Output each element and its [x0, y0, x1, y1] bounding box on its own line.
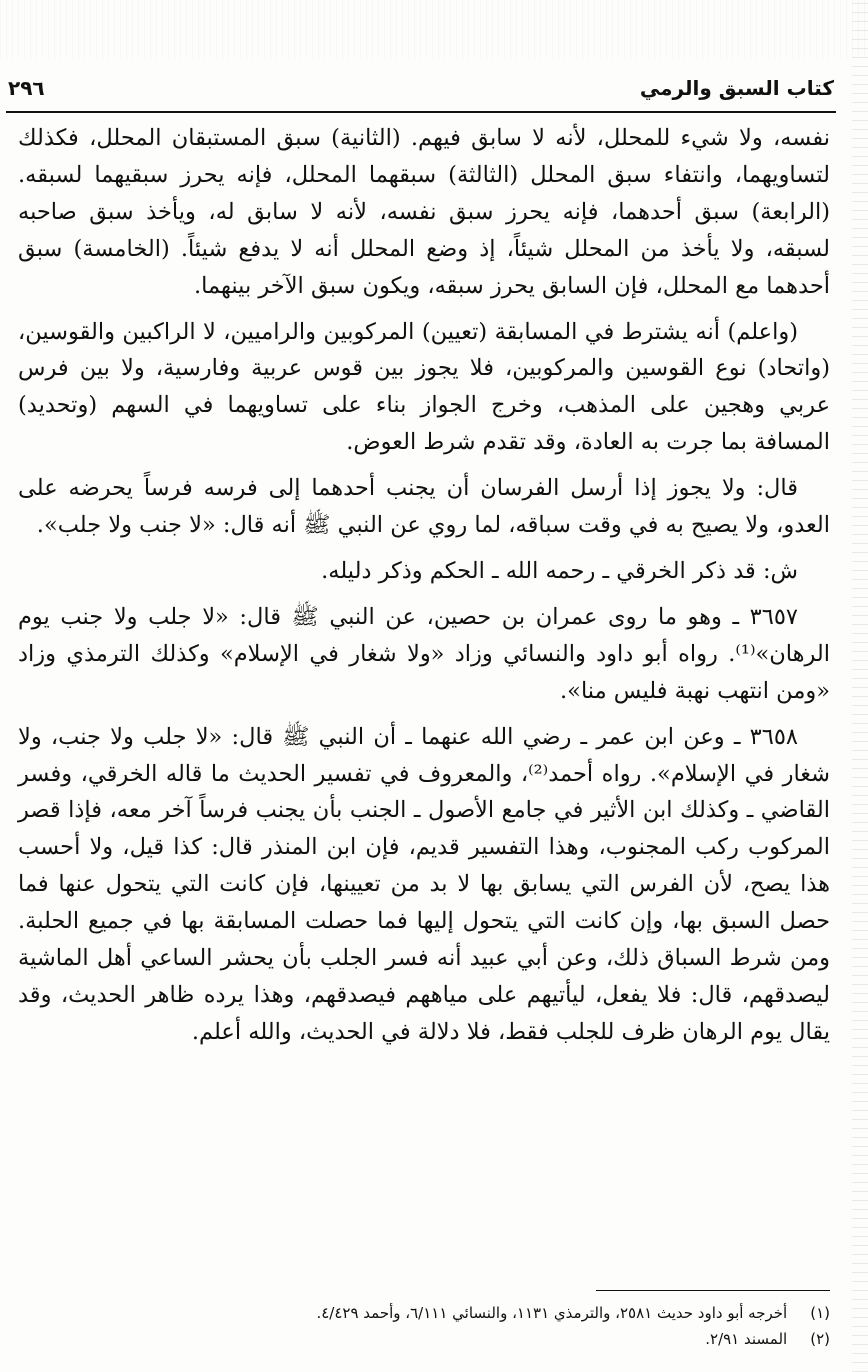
- book-title: كتاب السبق والرمي: [639, 76, 834, 100]
- scan-noise-top: [0, 0, 868, 58]
- footnote-text: أخرجه أبو داود حديث ٢٥٨١، والترمذي ١١٣١، والنسائي ٦/١١١، وأحمد ٤/٤٢٩.: [316, 1304, 788, 1322]
- footnote-1: [90, 1300, 830, 1326]
- footnotes: [90, 1300, 830, 1352]
- scan-noise-right-edge: [852, 0, 868, 1372]
- header-rule: [6, 111, 836, 113]
- paragraph-hadith-3657: ٣٦٥٧ ـ وهو ما روى عمران بن حصين، عن النبي ﷺ قال: «لا جلب ولا جنب يوم الرهان»⁽¹⁾. رواه أبو داود والنسائي وزاد «ولا شغار في الإسلام» وكذلك الترمذي وزاد «ومن انتهب نهبة فليس منا».: [18, 603, 830, 704]
- main-text: [18, 120, 830, 1060]
- page-number: ٢٩٦: [8, 76, 45, 100]
- paragraph-hadith-3658: ٣٦٥٨ ـ وعن ابن عمر ـ رضي الله عنهما ـ أن النبي ﷺ قال: «لا جلب ولا جنب، ولا شغار في الإسلام». رواه أحمد⁽²⁾، والمعروف في تفسير الحديث ما قاله الخرقي، وفسر القاضي ـ وكذلك ابن الأثير في جامع الأصول ـ الجنب بأن يجنب فرساً آخر معه، فإذا قصر المركوب ركب المجنوب، وهذا التفسير قديم، فإن ابن المنذر قال: كذا قيل، ولا أحسب هذا يصح، لأن الفرس التي يسابق بها لا بد من تعيينها، فإن كانت التي يتحول عنها فما حصل السبق بها، وإن كانت التي يتحول إليها فما حصلت المسابقة بها في جميع الحلبة. ومن شرط السباق ذلك، وعن أبي عبيد أنه فسر الجلب بأن يحشر الساعي أهل الماشية ليصدقهم، قال: فلا يفعل، ليأتيهم على مياههم فيصدقهم، وهذا يرده ظاهر الحديث، وقد يقال يوم الرهان ظرف للجلب فقط، فلا دلالة في الحديث، والله أعلم.: [18, 723, 831, 1045]
- paragraph-conditions: (واعلم) أنه يشترط في المسابقة (تعيين) المركوبين والراميين، لا الراكبين والقوسين، (واتحاد) نوع القوسين والمركوبين، فلا يجوز بين قوس عربية وفارسية، ولا بين فرس عربي وهجين على المذهب، وخرج الجواز بناء على تساويهما في السهم (وتحديد) المسافة بما جرت به العادة، وقد تقدم شرط العوض.: [18, 318, 830, 456]
- footnote-rule: [596, 1290, 830, 1291]
- footnote-2: [90, 1326, 830, 1352]
- footnote-text: المسند ٢/٩١.: [705, 1330, 788, 1348]
- footnote-number: (١): [810, 1304, 830, 1322]
- paragraph-matn: قال: ولا يجوز إذا أرسل الفرسان أن يجنب أحدهما إلى فرسه فرساً يحرضه على العدو، ولا يصيح به في وقت سباقه، لما روي عن النبي ﷺ أنه قال: «لا جنب ولا جلب».: [18, 475, 830, 539]
- page-header: [8, 76, 834, 106]
- paragraph-cases: نفسه، ولا شيء للمحلل، لأنه لا سابق فيهم. (الثانية) سبق المستبقان المحلل، فكذلك لتساويهما، وانتفاء سبق المحلل (الثالثة) سبقهما المحلل، فإنه يحرز سبقيهما لسبقه. (الرابعة) سبق أحدهما، فإنه يحرز سبق نفسه، لأنه لا سابق له، ويأخذ سبق صاحبه لسبقه، ولا يأخذ من المحلل شيئاً، إذ وضع المحلل أنه لا يدفع شيئاً. (الخامسة) سبق أحدهما مع المحلل، فإن السابق يحرز سبقه، ويكون سبق الآخر بينهما.: [18, 125, 830, 299]
- paragraph-sharh: ش: قد ذكر الخرقي ـ رحمه الله ـ الحكم وذكر دليله.: [321, 557, 798, 584]
- footnote-number: (٢): [810, 1330, 830, 1348]
